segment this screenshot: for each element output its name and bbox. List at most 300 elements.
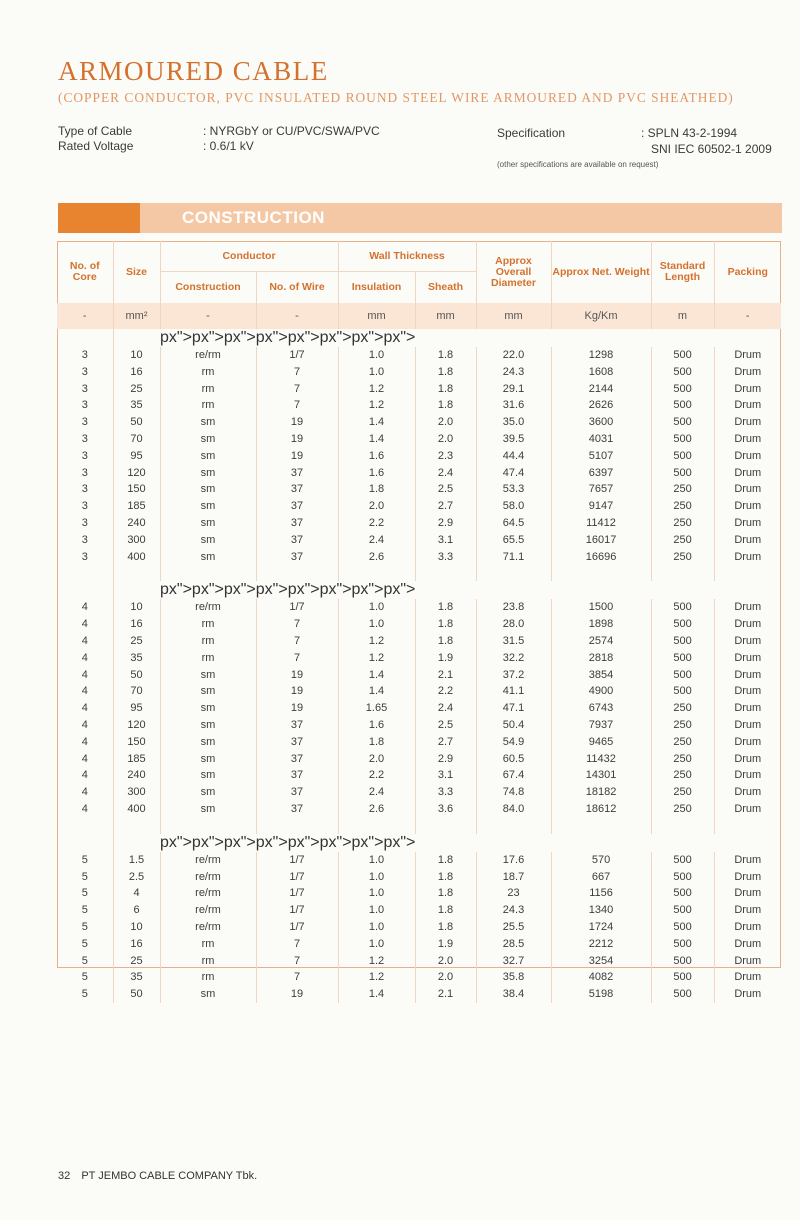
table-cell: 4 — [81, 735, 88, 748]
table-cell: 4 — [113, 885, 160, 902]
table-cell: 2.9 — [415, 515, 476, 532]
table-cell: 7 — [256, 650, 338, 667]
table-cell: 67.4 — [476, 767, 551, 784]
table-cell: 500 — [651, 616, 714, 633]
table-cell: 37.2 — [476, 667, 551, 684]
table-cell: 1.0 — [338, 919, 415, 936]
table-cell: 41.1 — [476, 683, 551, 700]
table-cell: 3 — [81, 533, 88, 546]
group-spacer — [57, 565, 781, 581]
table-cell: 25.5 — [476, 919, 551, 936]
table-cell: Drum — [714, 465, 781, 482]
table-row — [57, 347, 781, 364]
table-cell: Drum — [714, 667, 781, 684]
header-length: Standard Length — [651, 241, 714, 303]
table-cell: 2.0 — [415, 953, 476, 970]
group-spacer — [57, 818, 781, 834]
table-row — [57, 734, 781, 751]
table-cell: 2.2 — [338, 515, 415, 532]
header-construction: Construction — [160, 272, 256, 304]
table-cell: sm — [160, 448, 256, 465]
table-cell: sm — [160, 801, 256, 818]
table-cell: 300 — [113, 784, 160, 801]
table-cell: 7 — [256, 969, 338, 986]
table-row — [57, 869, 781, 886]
table-cell: re/rm — [160, 919, 256, 936]
table-cell: Drum — [714, 633, 781, 650]
table-cell: 47.4 — [476, 465, 551, 482]
table-cell: Drum — [714, 801, 781, 818]
header-wall-thickness: Wall Thickness — [338, 241, 476, 272]
table-cell: 1.4 — [338, 683, 415, 700]
table-row — [57, 751, 781, 768]
table-cell: 37 — [256, 481, 338, 498]
section-band — [58, 203, 782, 233]
table-cell: 37 — [256, 498, 338, 515]
table-cell: 2.5 — [113, 869, 160, 886]
table-cell: 500 — [651, 919, 714, 936]
table-cell: 185 — [113, 498, 160, 515]
table-cell: 2.6 — [338, 549, 415, 566]
table-cell: 3600 — [551, 414, 651, 431]
table-cell: Drum — [714, 532, 781, 549]
section-band-accent — [58, 203, 140, 233]
table-row — [57, 919, 781, 936]
table-cell: 19 — [256, 414, 338, 431]
table-cell: sm — [160, 751, 256, 768]
table-cell: 1.0 — [338, 347, 415, 364]
table-cell: 9147 — [551, 498, 651, 515]
table-row — [57, 969, 781, 986]
table-cell: 250 — [651, 767, 714, 784]
table-cell: 19 — [256, 448, 338, 465]
table-cell: 500 — [651, 650, 714, 667]
table-cell: sm — [160, 481, 256, 498]
table-cell: 1340 — [551, 902, 651, 919]
table-cell: 2818 — [551, 650, 651, 667]
table-cell: 2.0 — [415, 969, 476, 986]
table-cell: Drum — [714, 852, 781, 869]
specification-label: Specification — [497, 126, 566, 140]
voltage-label: Rated Voltage — [58, 139, 134, 153]
table-cell: Drum — [714, 919, 781, 936]
table-cell: 500 — [651, 347, 714, 364]
table-cell: 3.1 — [415, 532, 476, 549]
table-row — [57, 902, 781, 919]
table-cell: 1.8 — [415, 885, 476, 902]
table-cell: sm — [160, 986, 256, 1003]
table-cell: 95 — [113, 700, 160, 717]
table-cell: 60.5 — [476, 751, 551, 768]
unit-cell: mm — [476, 303, 551, 329]
table-cell: 2144 — [551, 381, 651, 398]
table-cell: Drum — [714, 364, 781, 381]
table-cell: 3.3 — [415, 784, 476, 801]
table-cell: 2.4 — [338, 532, 415, 549]
table-cell: 1.0 — [338, 364, 415, 381]
table-cell: Drum — [714, 448, 781, 465]
table-cell: 37 — [256, 532, 338, 549]
table-row — [57, 465, 781, 482]
table-cell: 250 — [651, 700, 714, 717]
table-cell: 250 — [651, 515, 714, 532]
header-no-of-wire: No. of Wire — [256, 272, 338, 304]
table-cell: Drum — [714, 599, 781, 616]
table-cell: 28.0 — [476, 616, 551, 633]
table-cell: Drum — [714, 347, 781, 364]
table-cell: 185 — [113, 751, 160, 768]
table-cell: 1.8 — [415, 869, 476, 886]
table-cell: sm — [160, 549, 256, 566]
table-cell: 500 — [651, 364, 714, 381]
table-cell: 31.6 — [476, 397, 551, 414]
type-label: Type of Cable — [58, 124, 133, 138]
table-row — [57, 885, 781, 902]
header-insulation: Insulation — [338, 272, 415, 304]
table-cell: 7 — [256, 381, 338, 398]
table-cell: 2.0 — [415, 431, 476, 448]
table-cell: Drum — [714, 767, 781, 784]
table-cell: 7937 — [551, 717, 651, 734]
table-cell: 5 — [81, 920, 88, 933]
table-row — [57, 683, 781, 700]
table-cell: 18.7 — [476, 869, 551, 886]
table-cell: sm — [160, 515, 256, 532]
table-cell: 3.1 — [415, 767, 476, 784]
table-cell: 2.6 — [338, 801, 415, 818]
table-cell: 1156 — [551, 885, 651, 902]
section-title: CONSTRUCTION — [182, 208, 325, 227]
table-cell: 7 — [256, 616, 338, 633]
table-cell: 1/7 — [256, 599, 338, 616]
table-cell: re/rm — [160, 852, 256, 869]
unit-cell: - — [57, 303, 113, 329]
table-cell: 5 — [81, 937, 88, 950]
table-cell: 35.0 — [476, 414, 551, 431]
table-cell: 24.3 — [476, 364, 551, 381]
table-cell: 4 — [81, 634, 88, 647]
table-cell: 1.2 — [338, 953, 415, 970]
table-cell: 14301 — [551, 767, 651, 784]
table-cell: 1724 — [551, 919, 651, 936]
table-cell: 2212 — [551, 936, 651, 953]
table-cell: Drum — [714, 784, 781, 801]
table-cell: 4 — [81, 668, 88, 681]
table-cell: 71.1 — [476, 549, 551, 566]
table-cell: 25 — [113, 633, 160, 650]
table-row — [57, 397, 781, 414]
table-row — [57, 667, 781, 684]
table-cell: 6743 — [551, 700, 651, 717]
table-cell: 1/7 — [256, 852, 338, 869]
table-cell: 1.0 — [338, 852, 415, 869]
table-cell: 22.0 — [476, 347, 551, 364]
table-row — [57, 549, 781, 566]
table-cell: 16 — [113, 936, 160, 953]
table-cell: sm — [160, 431, 256, 448]
table-cell: 1.0 — [338, 616, 415, 633]
table-cell: 32.2 — [476, 650, 551, 667]
table-row — [57, 767, 781, 784]
specification-value-2: SNI IEC 60502-1 2009 — [651, 142, 772, 156]
table-cell: 2626 — [551, 397, 651, 414]
unit-cell: Kg/Km — [551, 303, 651, 329]
table-cell: 5 — [81, 853, 88, 866]
table-cell: 16 — [113, 364, 160, 381]
header-row-1 — [57, 241, 781, 272]
table-cell: 1/7 — [256, 885, 338, 902]
table-cell: rm — [160, 953, 256, 970]
table-cell: 1.8 — [415, 616, 476, 633]
table-cell: 19 — [256, 700, 338, 717]
table-cell: 3.6 — [415, 801, 476, 818]
table-cell: 7 — [256, 633, 338, 650]
table-cell: 37 — [256, 717, 338, 734]
table-cell: 64.5 — [476, 515, 551, 532]
table-cell: 10 — [113, 919, 160, 936]
table-cell: 4 — [81, 786, 88, 799]
table-cell: re/rm — [160, 599, 256, 616]
header-sheath: Sheath — [415, 272, 476, 304]
table-cell: 500 — [651, 953, 714, 970]
table-cell: 1.5 — [113, 852, 160, 869]
table-row — [57, 431, 781, 448]
table-row — [57, 515, 781, 532]
table-cell: 37 — [256, 767, 338, 784]
table-cell: 1.2 — [338, 650, 415, 667]
table-cell: Drum — [714, 734, 781, 751]
table-cell: 500 — [651, 936, 714, 953]
table-row — [57, 717, 781, 734]
table-cell: 37 — [256, 801, 338, 818]
table-cell: 5 — [81, 988, 88, 1001]
table-cell: 500 — [651, 852, 714, 869]
table-cell: 5 — [81, 870, 88, 883]
header-diameter: Approx Overall Diameter — [476, 241, 551, 303]
table-cell: 1.8 — [415, 599, 476, 616]
table-cell: Drum — [714, 650, 781, 667]
table-cell: 4 — [81, 702, 88, 715]
table-cell: rm — [160, 633, 256, 650]
header-packing: Packing — [714, 241, 781, 303]
table-row — [57, 599, 781, 616]
table-row — [57, 852, 781, 869]
table-cell: 500 — [651, 414, 714, 431]
table-cell: 1.9 — [415, 936, 476, 953]
table-cell: Drum — [714, 414, 781, 431]
table-cell: 4 — [81, 618, 88, 631]
table-cell: 1.2 — [338, 633, 415, 650]
table-cell: 1.0 — [338, 869, 415, 886]
table-cell: 35 — [113, 969, 160, 986]
table-cell: 1898 — [551, 616, 651, 633]
construction-table — [57, 241, 781, 1003]
table-cell: re/rm — [160, 902, 256, 919]
table-row — [57, 986, 781, 1003]
table-cell: 11412 — [551, 515, 651, 532]
company-name: PT JEMBO CABLE COMPANY Tbk. — [81, 1170, 258, 1182]
table-cell: 1.0 — [338, 902, 415, 919]
table-cell: 50 — [113, 667, 160, 684]
table-body — [57, 303, 781, 1003]
table-cell: 240 — [113, 767, 160, 784]
table-cell: 120 — [113, 465, 160, 482]
table-cell: 47.1 — [476, 700, 551, 717]
table-cell: 7657 — [551, 481, 651, 498]
table-cell: 35.8 — [476, 969, 551, 986]
table-cell: Drum — [714, 869, 781, 886]
group-spacer: px">px">px">px">px">px">px">px"> — [57, 581, 781, 599]
table-cell: Drum — [714, 616, 781, 633]
table-cell: 4082 — [551, 969, 651, 986]
table-cell: rm — [160, 650, 256, 667]
table-cell: 5 — [81, 887, 88, 900]
table-cell: 120 — [113, 717, 160, 734]
table-cell: 7 — [256, 936, 338, 953]
table-cell: 17.6 — [476, 852, 551, 869]
table-cell: 2.7 — [415, 498, 476, 515]
table-cell: 23.8 — [476, 599, 551, 616]
table-cell: 3 — [81, 416, 88, 429]
unit-cell: mm — [415, 303, 476, 329]
table-cell: 2.1 — [415, 986, 476, 1003]
table-cell: 1.8 — [415, 633, 476, 650]
table-cell: 19 — [256, 667, 338, 684]
table-cell: Drum — [714, 902, 781, 919]
table-cell: 500 — [651, 448, 714, 465]
table-cell: sm — [160, 532, 256, 549]
table-cell: 2.7 — [415, 734, 476, 751]
table-row — [57, 633, 781, 650]
table-cell: Drum — [714, 481, 781, 498]
table-cell: 19 — [256, 683, 338, 700]
unit-cell: - — [256, 303, 338, 329]
table-cell: 25 — [113, 953, 160, 970]
table-cell: 3 — [81, 550, 88, 563]
page-number: 32 — [58, 1170, 71, 1182]
table-cell: 1.2 — [338, 381, 415, 398]
header-weight: Approx Net. Weight — [551, 241, 651, 303]
table-cell: 250 — [651, 532, 714, 549]
table-cell: 1/7 — [256, 919, 338, 936]
table-cell: 1.0 — [338, 599, 415, 616]
header-size: Size — [113, 241, 160, 303]
table-cell: 38.4 — [476, 986, 551, 1003]
table-cell: 1.4 — [338, 431, 415, 448]
table-cell: 1/7 — [256, 869, 338, 886]
table-cell: 95 — [113, 448, 160, 465]
table-cell: 2.5 — [415, 717, 476, 734]
table-cell: 1.0 — [338, 885, 415, 902]
table-cell: Drum — [714, 700, 781, 717]
table-cell: 1.2 — [338, 397, 415, 414]
table-cell: 3 — [81, 483, 88, 496]
table-cell: 39.5 — [476, 431, 551, 448]
page-subtitle: (COPPER CONDUCTOR, PVC INSULATED ROUND STEEL WIRE ARMOURED AND PVC SHEATHED) — [58, 90, 734, 105]
table-row — [57, 700, 781, 717]
table-row — [57, 784, 781, 801]
table-cell: 5 — [81, 904, 88, 917]
page-footer — [58, 1170, 257, 1182]
table-cell: 500 — [651, 869, 714, 886]
table-cell: 53.3 — [476, 481, 551, 498]
header-cores: No. of Core — [69, 260, 100, 283]
table-cell: 4900 — [551, 683, 651, 700]
table-cell: 300 — [113, 532, 160, 549]
table-cell: 5198 — [551, 986, 651, 1003]
voltage-value: : 0.6/1 kV — [203, 139, 254, 153]
table-cell: 570 — [551, 852, 651, 869]
table-cell: 250 — [651, 801, 714, 818]
unit-cell: m — [651, 303, 714, 329]
table-cell: 4 — [81, 651, 88, 664]
table-cell: 1.8 — [415, 397, 476, 414]
table-cell: sm — [160, 734, 256, 751]
table-cell: 3.3 — [415, 549, 476, 566]
table-cell: 400 — [113, 549, 160, 566]
unit-row — [57, 303, 781, 329]
table-row — [57, 616, 781, 633]
table-cell: 3 — [81, 449, 88, 462]
table-row — [57, 414, 781, 431]
table-cell: 16017 — [551, 532, 651, 549]
table-cell: 10 — [113, 347, 160, 364]
table-cell: 1.6 — [338, 465, 415, 482]
table-cell: 11432 — [551, 751, 651, 768]
table-cell: 3 — [81, 349, 88, 361]
table-cell: Drum — [714, 683, 781, 700]
table-cell: 28.5 — [476, 936, 551, 953]
table-cell: 1.8 — [338, 734, 415, 751]
table-cell: 250 — [651, 717, 714, 734]
table-cell: Drum — [714, 717, 781, 734]
table-cell: 74.8 — [476, 784, 551, 801]
table-cell: 6 — [113, 902, 160, 919]
table-cell: 1/7 — [256, 902, 338, 919]
table-cell: 1.0 — [338, 936, 415, 953]
table-cell: 50 — [113, 414, 160, 431]
table-cell: 1.8 — [415, 919, 476, 936]
unit-cell: mm — [338, 303, 415, 329]
table-cell: 4 — [81, 752, 88, 765]
table-cell: 37 — [256, 515, 338, 532]
table-cell: 150 — [113, 481, 160, 498]
table-cell: 2574 — [551, 633, 651, 650]
table-cell: 500 — [651, 465, 714, 482]
table-cell: 6397 — [551, 465, 651, 482]
table-cell: 25 — [113, 381, 160, 398]
table-cell: 7 — [256, 953, 338, 970]
specification-note: (other specifications are available on request) — [497, 160, 659, 169]
table-cell: 500 — [651, 885, 714, 902]
table-cell: 3 — [81, 382, 88, 395]
unit-cell: - — [160, 303, 256, 329]
table-cell: 4031 — [551, 431, 651, 448]
table-cell: re/rm — [160, 347, 256, 364]
table-cell: 250 — [651, 751, 714, 768]
table-cell: Drum — [714, 397, 781, 414]
table-row — [57, 953, 781, 970]
table-cell: 3854 — [551, 667, 651, 684]
table-cell: 1.8 — [415, 364, 476, 381]
table-row — [57, 650, 781, 667]
table-cell: 4 — [81, 769, 88, 782]
table-cell: 5107 — [551, 448, 651, 465]
table-cell: sm — [160, 498, 256, 515]
table-cell: rm — [160, 616, 256, 633]
table-cell: 2.3 — [415, 448, 476, 465]
table-cell: 1298 — [551, 347, 651, 364]
